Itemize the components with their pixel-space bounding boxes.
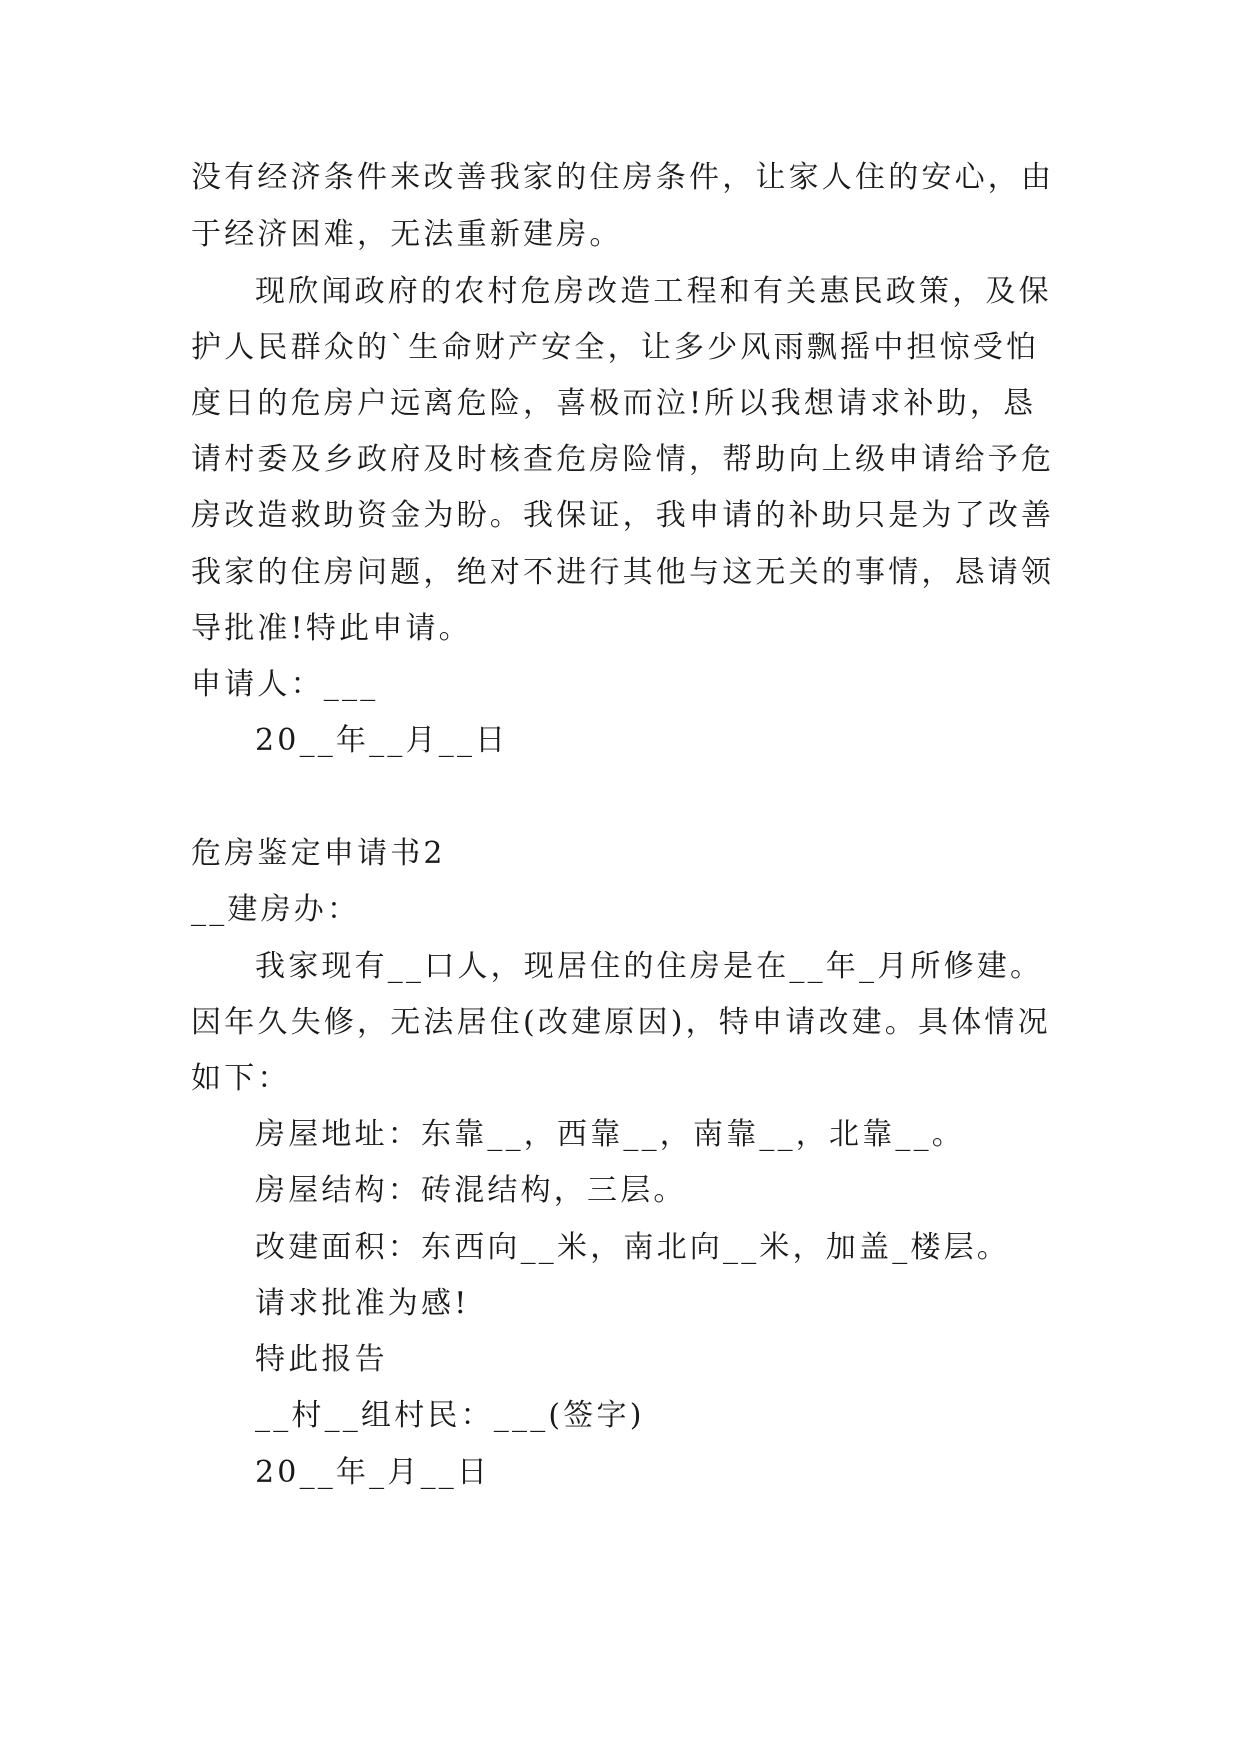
address-line: 房屋地址：东靠__，西靠__，南靠__，北靠__。 xyxy=(255,1117,965,1152)
paragraph-line: 房改造救助资金为盼。我保证，我申请的补助只是为了改善 xyxy=(191,498,1055,533)
report-line: 特此报告 xyxy=(255,1342,388,1377)
section-title: 危房鉴定申请书2 xyxy=(191,836,446,871)
paragraph-line: 度日的危房户远离危险，喜极而泣!所以我想请求补助，恳 xyxy=(191,386,1037,421)
paragraph-line: 于经济困难，无法重新建房。 xyxy=(191,217,623,252)
structure-line: 房屋结构：砖混结构，三层。 xyxy=(255,1173,687,1208)
recipient-line: __建房办： xyxy=(191,892,361,927)
date-line: 20__年_月__日 xyxy=(255,1455,491,1490)
request-line: 请求批准为感! xyxy=(255,1286,470,1321)
paragraph-line: 请村委及乡政府及时核查危房险情，帮助向上级申请给予危 xyxy=(191,442,1055,477)
paragraph-line: 护人民群众的`生命财产安全，让多少风雨飘摇中担惊受怕 xyxy=(191,330,1040,365)
paragraph-line: 因年久失修，无法居住(改建原因)，特申请改建。具体情况 xyxy=(191,1005,1051,1040)
paragraph-line: 我家现有__口人，现居住的住房是在__年_月所修建。 xyxy=(255,949,1044,984)
area-line: 改建面积：东西向__米，南北向__米，加盖_楼层。 xyxy=(255,1230,1010,1265)
paragraph-line: 导批准!特此申请。 xyxy=(191,611,472,646)
applicant-line: 申请人：___ xyxy=(191,667,379,702)
paragraph-line: 我家的住房问题，绝对不进行其他与这无关的事情，恳请领 xyxy=(191,555,1055,590)
paragraph-line: 如下： xyxy=(191,1061,291,1096)
paragraph-line: 现欣闻政府的农村危房改造工程和有关惠民政策，及保 xyxy=(255,274,1052,309)
signature-line: __村__组村民：___(签字) xyxy=(255,1398,645,1433)
paragraph-line: 没有经济条件来改善我家的住房条件，让家人住的安心，由 xyxy=(191,160,1055,195)
date-line: 20__年__月__日 xyxy=(255,723,509,758)
